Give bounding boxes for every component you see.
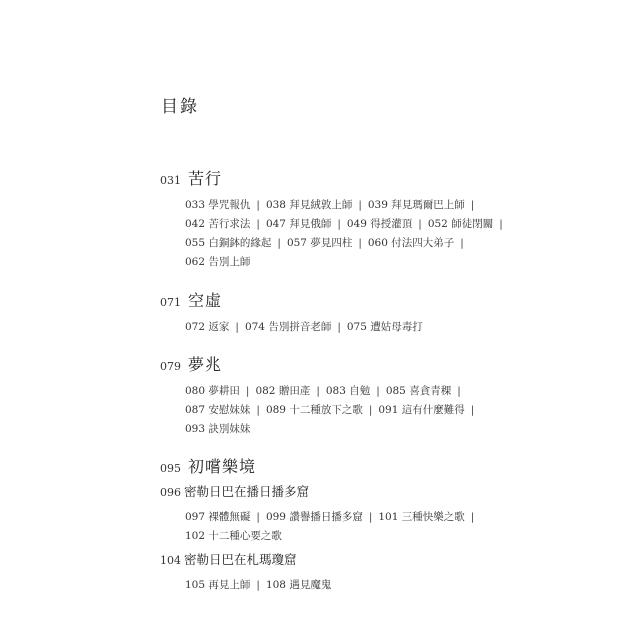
toc-entry-line <box>185 576 520 595</box>
toc-entry[interactable]: 042 苦行求法 <box>185 218 251 230</box>
page-title: 目錄 <box>161 97 199 117</box>
entry-separator: | <box>256 199 260 211</box>
toc-entry[interactable]: 074 告別拼音老師 <box>244 321 332 333</box>
toc-entry[interactable]: 039 拜見瑪爾巴上師 <box>367 199 465 211</box>
entry-separator: | <box>457 385 461 397</box>
section-heading <box>160 352 520 374</box>
toc-entry-line <box>185 318 520 337</box>
toc-entry[interactable]: 052 師徒閉關 <box>427 218 494 230</box>
toc-entry[interactable]: 105 再見上師 <box>185 579 251 591</box>
entry-separator: | <box>499 218 503 230</box>
toc-entry[interactable]: 091 這有什麼難得 <box>378 404 465 416</box>
entry-separator: | <box>358 199 362 211</box>
entry-separator: | <box>470 404 475 416</box>
entry-separator: | <box>376 385 380 397</box>
entry-separator: | <box>256 579 260 591</box>
section-entries <box>185 318 520 337</box>
toc-entry[interactable]: 049 得授灌頂 <box>346 218 413 230</box>
entry-separator: | <box>460 237 464 249</box>
toc-entry-line <box>185 196 520 215</box>
entry-separator: | <box>358 237 362 249</box>
entry-separator: | <box>256 404 260 416</box>
entry-separator: | <box>245 385 250 397</box>
entry-separator: | <box>418 218 422 230</box>
toc-entry[interactable]: 075 遭姑母毒打 <box>346 321 423 333</box>
section-page-number: 031 <box>160 174 181 187</box>
section-page-number: 079 <box>160 360 181 373</box>
toc-entry-line <box>185 215 520 234</box>
subsection-heading <box>160 550 520 570</box>
toc-entry[interactable]: 047 拜見俄師 <box>265 218 332 230</box>
toc-entry-line <box>185 508 520 527</box>
toc-entry[interactable]: 101 三種快樂之歌 <box>378 511 465 523</box>
toc-entry[interactable]: 033 學咒報仇 <box>185 199 251 211</box>
subsection-title: 密勒日巴在播日播多窟 <box>184 484 310 499</box>
toc-entry[interactable]: 080 夢耕田 <box>185 385 240 397</box>
entry-separator: | <box>316 385 320 397</box>
toc-entry[interactable]: 060 付法四大弟子 <box>367 237 455 249</box>
entry-separator: | <box>470 511 475 523</box>
section-title: 空虛 <box>188 291 223 310</box>
toc-entry[interactable]: 057 夢見四柱 <box>286 237 353 249</box>
section-title: 初嚐樂境 <box>188 457 257 476</box>
section-heading <box>160 166 520 188</box>
toc-entry[interactable]: 089 十二種放下之歌 <box>265 404 363 416</box>
toc-entry-line <box>185 253 520 272</box>
entry-separator: | <box>235 321 239 333</box>
entry-separator: | <box>256 218 260 230</box>
toc-section <box>160 352 520 439</box>
entry-separator: | <box>368 404 373 416</box>
toc-entry[interactable]: 072 返家 <box>185 321 230 333</box>
toc-entry[interactable]: 087 安慰妹妹 <box>185 404 251 416</box>
toc-entry[interactable]: 038 拜見絨敦上師 <box>265 199 353 211</box>
section-title: 夢兆 <box>188 355 223 374</box>
toc-entry[interactable]: 093 訣別妹妹 <box>185 423 251 435</box>
toc-entry[interactable]: 082 贈田產 <box>255 385 311 397</box>
entry-separator: | <box>256 511 260 523</box>
toc-entry[interactable]: 108 遇見魔鬼 <box>265 579 332 591</box>
section-heading <box>160 454 520 476</box>
toc-entry-line <box>185 420 520 439</box>
toc-entry[interactable]: 083 自勉 <box>325 385 371 397</box>
toc-entry-line <box>185 382 520 401</box>
toc-entry[interactable]: 097 裸體無礙 <box>185 511 251 523</box>
section-page-number: 095 <box>160 462 181 475</box>
entry-separator: | <box>337 321 341 333</box>
entry-separator: | <box>470 199 475 211</box>
toc-entry[interactable]: 062 告別上師 <box>185 256 251 268</box>
entry-separator: | <box>277 237 281 249</box>
entry-separator: | <box>368 511 373 523</box>
toc-entry[interactable]: 055 白銅鉢的緣起 <box>185 237 272 249</box>
entry-separator: | <box>337 218 341 230</box>
toc-entry-line <box>185 527 520 546</box>
section-page-number: 071 <box>160 296 181 309</box>
subsection-heading <box>160 482 520 502</box>
toc-entry[interactable]: 102 十二種心要之歌 <box>185 530 282 542</box>
section-entries <box>185 196 520 272</box>
subsection-entries <box>185 576 520 595</box>
toc-entry-line <box>185 234 520 253</box>
toc-section <box>160 288 520 337</box>
subsection-page-number: 104 <box>160 554 181 567</box>
toc-entry[interactable]: 099 讚譽播日播多窟 <box>265 511 363 523</box>
section-title: 苦行 <box>188 169 223 188</box>
toc-section <box>160 166 520 272</box>
subsection-title: 密勒日巴在札瑪瓊窟 <box>184 552 297 567</box>
subsection-page-number: 096 <box>160 486 181 499</box>
toc-entry[interactable]: 085 喜貪青稞 <box>385 385 452 397</box>
subsection-entries <box>185 508 520 546</box>
toc-entry-line <box>185 401 520 420</box>
section-heading <box>160 288 520 310</box>
toc-section <box>160 454 520 595</box>
section-entries <box>185 382 520 439</box>
